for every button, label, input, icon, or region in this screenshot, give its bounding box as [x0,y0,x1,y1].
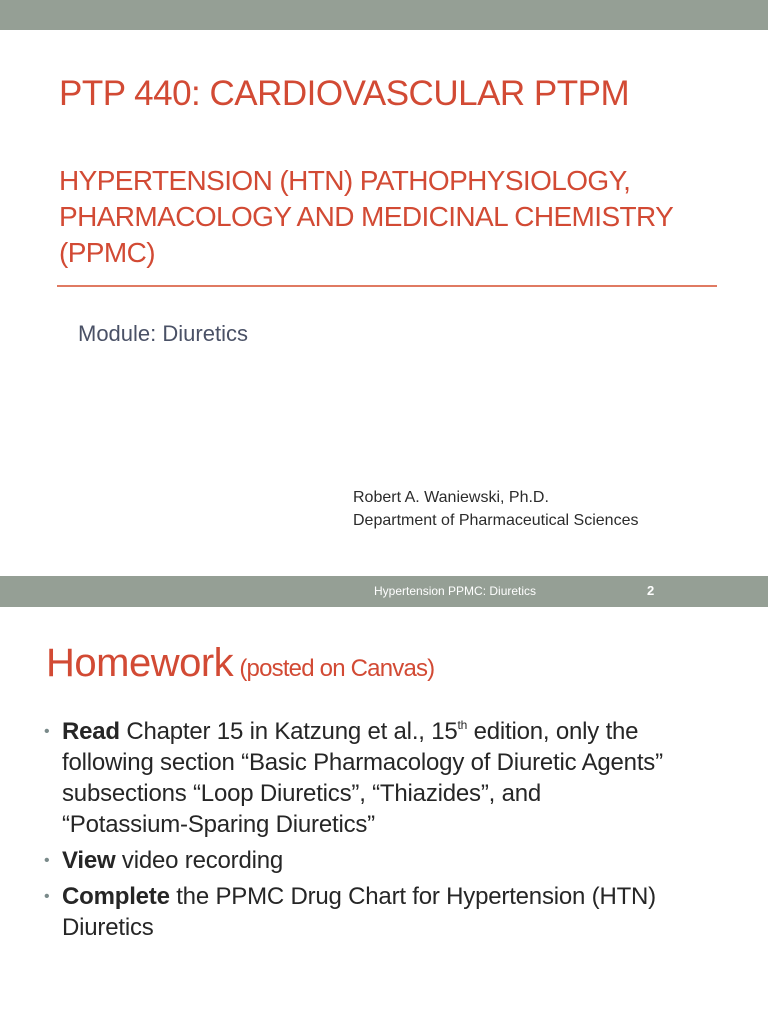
bullet-icon: • [44,723,50,740]
bullet-text: Chapter 15 in Katzung et al., 15 [119,718,458,745]
list-item [44,881,744,943]
bullet-line [62,881,744,912]
bullet-text: edition, only the [467,718,639,745]
bullet-line: following section “Basic Pharmacology of Diuretic Agents” [62,749,663,776]
bullet-icon: • [44,888,50,905]
module-label: Module: Diuretics [78,321,248,346]
bullet-line: subsections “Loop Diuretics”, “Thiazides”, and [62,780,542,807]
footer-text: Hypertension PPMC: Diuretics [374,584,537,598]
list-item [44,716,744,840]
bullet-line: Diuretics [62,914,154,941]
bullet-keyword: Complete [62,883,170,910]
bullet-keyword: View [62,847,116,874]
author-name: Robert A. Waniewski, Ph.D. [353,489,549,506]
homework-title: Homework [46,641,234,685]
author-block [353,486,638,532]
homework-note: (posted on Canvas) [239,655,435,682]
bullet-keyword: Read [62,718,120,745]
bullet-text: video recording [115,847,284,874]
author-department: Department of Pharmaceutical Sciences [353,512,639,529]
bullet-text: the PPMC Drug Chart for Hypertension (HTN) [169,883,656,910]
subtitle-line: HYPERTENSION (HTN) PATHOPHYSIOLOGY, [59,165,631,196]
bullet-icon: • [44,852,50,869]
bullet-line [62,845,744,876]
title-divider [57,285,717,287]
homework-list [44,716,744,948]
bullet-line: “Potassium-Sparing Diuretics” [62,811,375,838]
slide-subtitle [59,163,739,271]
subtitle-line: PHARMACOLOGY AND MEDICINAL CHEMISTRY [59,201,674,232]
slide-title: PTP 440: CARDIOVASCULAR PTPM [59,74,630,113]
list-item [44,845,744,876]
footer-bar [0,576,768,607]
subtitle-line: (PPMC) [59,237,155,268]
superscript: th [457,718,468,732]
top-bar [0,0,768,30]
page-number: 2 [647,583,655,598]
homework-heading [46,641,434,686]
bullet-line [62,716,744,747]
